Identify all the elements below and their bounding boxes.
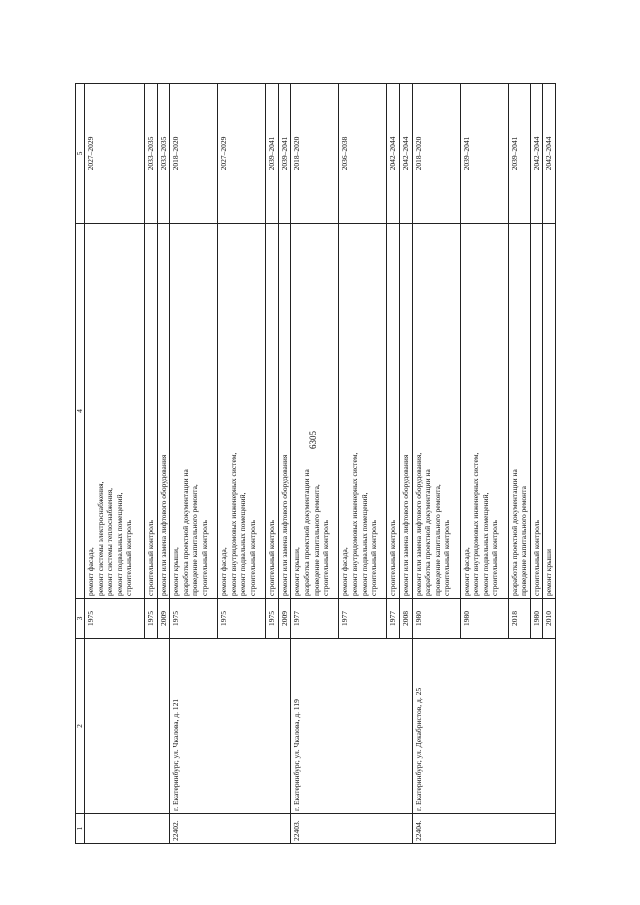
period-cell: 2042–2044 <box>387 84 400 224</box>
work-types-cell <box>339 224 387 599</box>
year-cell: 1975 <box>145 599 158 639</box>
column-number: 4 <box>76 224 85 599</box>
work-item-line: ремонт подвальных помещений, <box>359 492 369 596</box>
address-cell: г. Екатеринбург, ул. Чкалова, д. 121 <box>170 639 291 814</box>
year-cell: 2008 <box>399 599 412 639</box>
work-types-cell <box>291 224 339 599</box>
work-item-line: ремонт или замена лифтового оборудования, <box>413 452 423 596</box>
work-types-cell <box>85 224 145 599</box>
work-item-line: ремонт фасада, <box>219 547 229 596</box>
year-cell: 1975 <box>170 599 218 639</box>
work-item-line: ремонт или замена лифтового оборудования <box>279 454 289 596</box>
period-cell: 2033–2035 <box>157 84 170 224</box>
work-item-line: ремонт крыши <box>544 549 554 596</box>
year-cell: 1980 <box>530 599 543 639</box>
year-cell: 1975 <box>218 599 266 639</box>
column-number-row <box>76 84 85 844</box>
work-item-line: проведение капитального ремонта, <box>311 484 321 596</box>
period-cell: 2027–2029 <box>218 84 266 224</box>
work-types-cell <box>460 224 508 599</box>
period-cell: 2039–2041 <box>460 84 508 224</box>
work-item-line: ремонт подвальных помещений, <box>238 492 248 596</box>
work-item-line: ремонт фасада, <box>86 547 95 596</box>
work-types-cell <box>266 224 279 599</box>
work-types-cell <box>387 224 400 599</box>
year-cell: 1977 <box>339 599 387 639</box>
work-item-line: ремонт фасада, <box>461 547 471 596</box>
work-item-line: строительный контроль <box>146 520 155 596</box>
table-row <box>291 84 339 844</box>
table-row <box>412 84 460 844</box>
work-types-cell <box>145 224 158 599</box>
table-row <box>85 84 145 844</box>
address-cell: г. Екатеринбург, ул. Чкалова, д. 119 <box>291 639 412 814</box>
work-types-cell <box>278 224 291 599</box>
work-item-line: ремонт системы теплоснабжения, <box>105 487 115 596</box>
page-number: 6305 <box>308 431 318 449</box>
work-item-line: разработка проектной документации на <box>180 469 190 596</box>
year-cell: 2009 <box>157 599 170 639</box>
work-types-cell <box>508 224 530 599</box>
repair-schedule-table <box>75 83 556 844</box>
period-cell: 2027–2029 <box>85 84 145 224</box>
work-types-cell <box>218 224 266 599</box>
address-cell <box>85 639 170 814</box>
work-types-cell <box>157 224 170 599</box>
period-cell: 2018–2020 <box>170 84 218 224</box>
year-cell: 1977 <box>291 599 339 639</box>
rotated-table-container <box>75 84 585 844</box>
column-number: 3 <box>76 599 85 639</box>
work-item-line: ремонт подвальных помещений, <box>480 492 490 596</box>
work-types-cell <box>170 224 218 599</box>
work-item-line: ремонт внутридомовых инженерных систем, <box>349 452 359 596</box>
work-item-line: строительный контроль <box>267 520 277 596</box>
work-types-cell <box>412 224 460 599</box>
year-cell: 1980 <box>460 599 508 639</box>
period-cell: 2039–2041 <box>266 84 279 224</box>
table-row <box>170 84 218 844</box>
work-item-line: строительный контроль <box>247 520 257 596</box>
work-item-line: проведение капитального ремонта, <box>432 484 442 596</box>
period-cell: 2042–2044 <box>543 84 556 224</box>
work-item-line: разработка проектной документации на <box>423 469 433 596</box>
work-item-line: проведение капитального ремонта, <box>190 484 200 596</box>
work-item-line: ремонт крыши, <box>171 547 181 596</box>
work-item-line: ремонт внутридомовых инженерных систем, <box>228 452 238 596</box>
work-item-line: ремонт крыши, <box>292 547 302 596</box>
work-item-line: строительный контроль <box>369 520 379 596</box>
work-item-line: строительный контроль <box>124 520 134 596</box>
period-cell: 2039–2041 <box>278 84 291 224</box>
work-types-cell <box>543 224 556 599</box>
row-number-cell: 22402. <box>170 814 291 844</box>
period-cell: 2042–2044 <box>399 84 412 224</box>
table-body <box>85 84 556 844</box>
work-item-line: разработка проектной документации на <box>509 469 519 596</box>
year-cell: 1975 <box>85 599 145 639</box>
work-item-line: строительный контроль <box>531 520 541 596</box>
work-item-line: строительный контроль <box>490 520 500 596</box>
row-number-cell: 22404. <box>412 814 555 844</box>
work-item-line: строительный контроль <box>199 520 209 596</box>
year-cell: 2010 <box>543 599 556 639</box>
work-item-line: ремонт или замена лифтового оборудования <box>158 454 168 596</box>
year-cell: 2009 <box>278 599 291 639</box>
work-item-line: ремонт фасада, <box>340 547 350 596</box>
work-item-line: строительный контроль <box>321 520 331 596</box>
year-cell: 1975 <box>266 599 279 639</box>
work-item-line: разработка проектной документации на <box>301 469 311 596</box>
work-types-cell <box>399 224 412 599</box>
period-cell: 2018–2020 <box>412 84 460 224</box>
year-cell: 1977 <box>387 599 400 639</box>
period-cell: 2039–2041 <box>508 84 530 224</box>
work-item-line: ремонт или замена лифтового оборудования <box>400 454 410 596</box>
work-item-line: ремонт внутридомовых инженерных систем, <box>471 452 481 596</box>
period-cell: 2033–2035 <box>145 84 158 224</box>
row-number-cell <box>85 814 170 844</box>
column-number: 2 <box>76 639 85 814</box>
address-cell: г. Екатеринбург, ул. Декабристов, д. 25 <box>412 639 555 814</box>
column-number: 1 <box>76 814 85 844</box>
period-cell: 2018–2020 <box>291 84 339 224</box>
column-number: 5 <box>76 84 85 224</box>
period-cell: 2042–2044 <box>530 84 543 224</box>
work-item-line: ремонт подвальных помещений, <box>114 492 124 596</box>
work-types-cell <box>530 224 543 599</box>
work-item-line: ремонт системы электроснабжения, <box>95 481 105 596</box>
year-cell: 1980 <box>412 599 460 639</box>
row-number-cell: 22403. <box>291 814 412 844</box>
work-item-line: строительный контроль <box>442 520 452 596</box>
year-cell: 2018 <box>508 599 530 639</box>
work-item-line: строительный контроль <box>388 520 398 596</box>
period-cell: 2036–2038 <box>339 84 387 224</box>
work-item-line: проведение капитального ремонта <box>519 486 529 596</box>
